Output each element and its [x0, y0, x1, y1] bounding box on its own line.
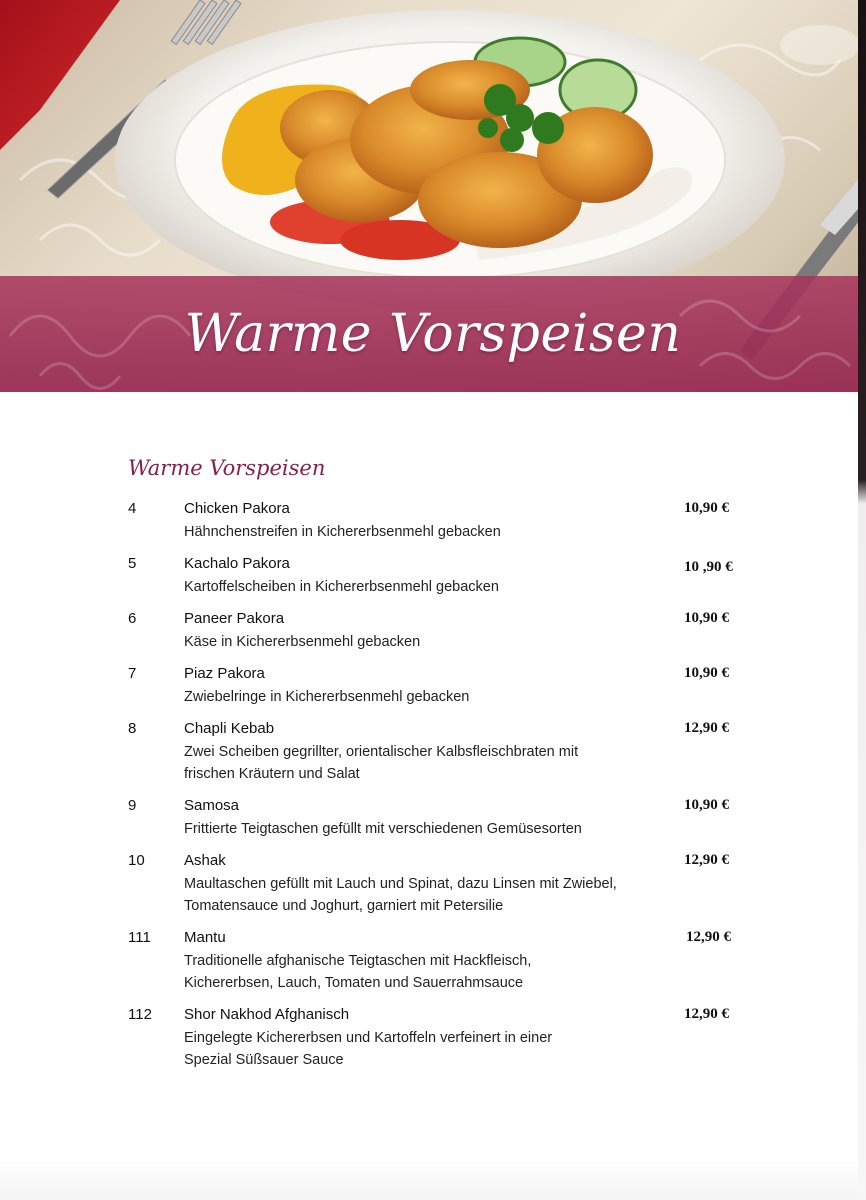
item-number: 6 — [128, 610, 137, 627]
item-number: 4 — [128, 500, 137, 517]
section-title: Warme Vorspeisen — [128, 456, 326, 480]
item-number: 5 — [128, 555, 137, 572]
item-price: 10,90 € — [684, 665, 729, 681]
item-name: Chicken Pakora — [184, 500, 290, 517]
item-name: Kachalo Pakora — [184, 555, 290, 572]
item-number: 111 — [128, 929, 151, 946]
item-number: 7 — [128, 665, 137, 682]
item-price: 12,90 € — [684, 1006, 729, 1022]
item-name: Paneer Pakora — [184, 610, 285, 627]
item-price: 10,90 € — [684, 610, 729, 626]
banner-title: Warme Vorspeisen — [184, 304, 682, 364]
item-description: Maultaschen gefüllt mit Lauch und Spinat, dazu Linsen mit Zwiebel, Tomatensauce und Joghurt, garniert mit Petersilie — [184, 876, 617, 914]
item-description: Zwei Scheiben gegrillter, orientalischer Kalbsfleischbraten mit frischen Kräutern und Salat — [184, 744, 579, 782]
item-description: Zwiebelringe in Kichererbsenmehl gebacken — [184, 689, 470, 705]
item-price: 12,90 € — [684, 720, 729, 736]
item-description: Hähnchenstreifen in Kichererbsenmehl gebacken — [184, 524, 501, 540]
item-name: Mantu — [184, 929, 226, 946]
item-price: 12,90 € — [686, 929, 731, 945]
bottom-fade — [0, 1160, 858, 1200]
item-number: 8 — [128, 720, 137, 737]
item-name: Piaz Pakora — [184, 665, 265, 682]
item-price: 10,90 € — [684, 500, 729, 516]
item-description: Traditionelle afghanische Teigtaschen mit Hackfleisch, Kichererbsen, Lauch, Tomaten und Sauerrahmsauce — [184, 953, 532, 991]
item-description: Käse in Kichererbsenmehl gebacken — [184, 634, 421, 650]
item-price: 10 ,90 € — [684, 559, 733, 575]
item-price: 10,90 € — [684, 797, 729, 813]
item-description: Eingelegte Kichererbsen und Kartoffeln verfeinert in einer Spezial Süßsauer Sauce — [184, 1030, 553, 1068]
item-number: 9 — [128, 797, 137, 814]
item-name: Ashak — [184, 852, 226, 869]
menu-page — [0, 392, 858, 1200]
item-description: Frittierte Teigtaschen gefüllt mit verschiedenen Gemüsesorten — [184, 821, 582, 837]
item-number: 112 — [128, 1006, 152, 1023]
item-number: 10 — [128, 852, 145, 869]
item-name: Shor Nakhod Afghanisch — [184, 1006, 350, 1023]
item-name: Chapli Kebab — [184, 720, 275, 737]
hero-photo — [0, 0, 866, 392]
item-price: 12,90 € — [684, 852, 729, 868]
item-description: Kartoffelscheiben in Kichererbsenmehl gebacken — [184, 579, 499, 595]
edge-strip — [858, 0, 866, 1200]
item-name: Samosa — [184, 797, 240, 814]
